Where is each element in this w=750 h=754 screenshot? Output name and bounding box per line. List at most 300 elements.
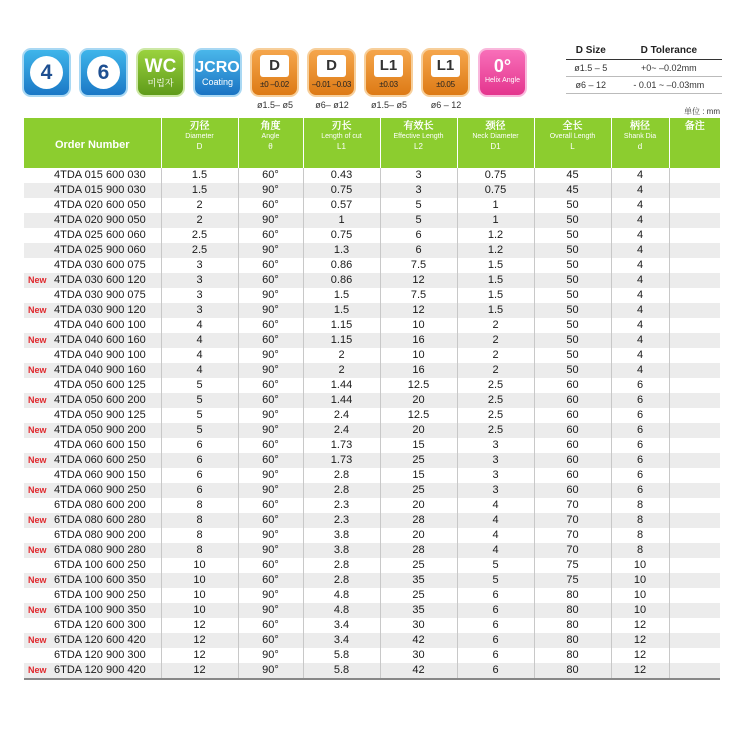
cell-angle: 90° [238,603,303,618]
cell-remarks [669,363,720,378]
table-row [24,183,720,198]
new-badge: New [28,515,47,525]
cell-remarks [669,558,720,573]
cell-overall-length: 50 [534,228,611,243]
cell-order-number [24,498,161,513]
cell-effective-length: 6 [380,243,457,258]
cell-overall-length: 75 [534,558,611,573]
cell-shank-dia: 4 [611,288,669,303]
header-cn: 角度 [260,121,281,132]
six-flute-badge [79,48,128,97]
cell-effective-length: 7.5 [380,288,457,303]
header-length-of-cut [303,118,380,168]
table-row [24,558,720,573]
cell-length-of-cut: 2.8 [303,573,380,588]
order-code: 4TDA 030 900 120 [54,304,146,316]
table-row [24,348,720,363]
cell-effective-length: 42 [380,633,457,648]
table-row [24,468,720,483]
cell-length-of-cut: 3.4 [303,633,380,648]
coating-badge [193,48,242,97]
cell-length-of-cut: 1.5 [303,303,380,318]
d-tolerance-table [566,42,722,94]
cell-length-of-cut: 1.73 [303,453,380,468]
new-badge: New [28,665,47,675]
cell-neck-diameter: 2 [457,363,534,378]
cell-overall-length: 60 [534,438,611,453]
cell-neck-diameter: 4 [457,528,534,543]
cell-angle: 90° [238,648,303,663]
cell-length-of-cut: 1.15 [303,318,380,333]
cell-neck-diameter: 2.5 [457,378,534,393]
cell-shank-dia: 12 [611,633,669,648]
cell-diameter: 4 [161,363,238,378]
cell-shank-dia: 10 [611,573,669,588]
new-badge: New [28,335,47,345]
cell-neck-diameter: 1.5 [457,258,534,273]
cell-order-number [24,618,161,633]
cell-order-number [24,363,161,378]
order-code: 4TDA 050 900 200 [54,424,146,436]
order-code: 6TDA 100 900 250 [54,589,146,601]
cell-diameter: 3 [161,258,238,273]
order-code: 4TDA 060 900 150 [54,469,146,481]
cell-diameter: 10 [161,603,238,618]
cell-shank-dia: 4 [611,213,669,228]
cell-effective-length: 20 [380,528,457,543]
tol-value: ±0.03 [379,80,398,89]
cell-shank-dia: 10 [611,603,669,618]
order-code: 6TDA 120 600 300 [54,619,146,631]
cell-effective-length: 12 [380,273,457,288]
cell-shank-dia: 4 [611,168,669,183]
cell-remarks [669,348,720,363]
header-cn: 刃长 [331,121,352,132]
cell-shank-dia: 12 [611,648,669,663]
cell-diameter: 6 [161,483,238,498]
cell-overall-length: 80 [534,633,611,648]
cell-overall-length: 50 [534,258,611,273]
cell-remarks [669,438,720,453]
cell-diameter: 8 [161,513,238,528]
cell-remarks [669,423,720,438]
cell-effective-length: 25 [380,588,457,603]
cell-angle: 60° [238,258,303,273]
table-row [24,573,720,588]
length-tolerance-badge-large [421,48,470,97]
header-cn: 颈径 [485,121,506,132]
tol-letter: D [260,55,289,77]
cell-length-of-cut: 1.73 [303,438,380,453]
new-badge: New [28,455,47,465]
tol-value: - 0.01 ~ –0.03mm [616,77,722,94]
cell-angle: 60° [238,333,303,348]
cell-remarks [669,648,720,663]
table-row [24,663,720,679]
cell-angle: 90° [238,303,303,318]
cell-shank-dia: 6 [611,423,669,438]
cell-order-number [24,318,161,333]
cell-shank-dia: 6 [611,408,669,423]
cell-overall-length: 50 [534,363,611,378]
cell-neck-diameter: 2 [457,318,534,333]
cell-order-number [24,438,161,453]
table-row [24,303,720,318]
new-badge: New [28,545,47,555]
cell-effective-length: 28 [380,513,457,528]
wc-sublabel: 미립자 [147,78,174,88]
diameter-tolerance-badge-small [250,48,299,97]
cell-length-of-cut: 3.8 [303,528,380,543]
cell-shank-dia: 4 [611,348,669,363]
cell-shank-dia: 6 [611,438,669,453]
cell-overall-length: 60 [534,423,611,438]
tol-value: ±0 –0.02 [260,80,289,89]
order-code: 6TDA 100 600 350 [54,574,146,586]
spec-table [24,118,720,680]
cell-remarks [669,588,720,603]
cell-angle: 60° [238,513,303,528]
cell-shank-dia: 10 [611,558,669,573]
order-code: 4TDA 015 600 030 [54,169,146,181]
tol-value: ±0.05 [436,80,455,89]
table-row [24,288,720,303]
cell-effective-length: 25 [380,453,457,468]
jcro-label: JCRO [195,59,240,76]
header-cn: 刃径 [189,121,210,132]
cell-overall-length: 50 [534,348,611,363]
header-overall-length [534,118,611,168]
header-row [24,118,720,168]
cell-remarks [669,168,720,183]
cell-overall-length: 70 [534,528,611,543]
cell-overall-length: 45 [534,183,611,198]
cell-effective-length: 10 [380,318,457,333]
cell-shank-dia: 12 [611,663,669,679]
header-en: Shank Dia [623,133,657,140]
cell-overall-length: 45 [534,168,611,183]
cell-overall-length: 50 [534,333,611,348]
cell-angle: 90° [238,528,303,543]
cell-shank-dia: 4 [611,198,669,213]
cell-neck-diameter: 1.2 [457,228,534,243]
cell-overall-length: 60 [534,483,611,498]
cell-length-of-cut: 3.8 [303,543,380,558]
cell-order-number [24,258,161,273]
cell-effective-length: 10 [380,348,457,363]
header-diameter [161,118,238,168]
table-row [24,393,720,408]
cell-effective-length: 30 [380,648,457,663]
cell-shank-dia: 4 [611,258,669,273]
cell-shank-dia: 4 [611,333,669,348]
table-row [24,318,720,333]
cell-shank-dia: 8 [611,513,669,528]
cell-remarks [669,543,720,558]
cell-neck-diameter: 1 [457,213,534,228]
table-row [24,258,720,273]
order-code: 6TDA 080 600 200 [54,499,146,511]
cell-remarks [669,333,720,348]
table-row [24,498,720,513]
cell-diameter: 10 [161,573,238,588]
cell-overall-length: 50 [534,288,611,303]
cell-shank-dia: 6 [611,468,669,483]
tol-row [566,77,722,94]
table-row [24,213,720,228]
cell-angle: 90° [238,588,303,603]
cell-overall-length: 50 [534,273,611,288]
order-code: 4TDA 050 600 200 [54,394,146,406]
cell-shank-dia: 4 [611,228,669,243]
cell-neck-diameter: 2.5 [457,393,534,408]
cell-effective-length: 25 [380,483,457,498]
tol-range-caption: ø1.5– ø5 [370,100,408,110]
header-en: Angle [261,133,280,140]
cell-angle: 60° [238,318,303,333]
tol-range-caption: ø6– ø12 [315,100,349,110]
cell-diameter: 1.5 [161,168,238,183]
order-code: 6TDA 120 900 420 [54,664,146,676]
table-row [24,408,720,423]
cell-angle: 60° [238,498,303,513]
cell-remarks [669,183,720,198]
cell-angle: 60° [238,558,303,573]
cell-remarks [669,528,720,543]
cell-length-of-cut: 1.3 [303,243,380,258]
cell-neck-diameter: 6 [457,588,534,603]
cell-remarks [669,303,720,318]
order-code: 4TDA 040 900 100 [54,349,146,361]
cell-order-number [24,663,161,679]
cell-diameter: 4 [161,348,238,363]
cell-shank-dia: 8 [611,543,669,558]
tol-size: ø6 – 12 [566,77,616,94]
cell-overall-length: 70 [534,543,611,558]
cell-remarks [669,498,720,513]
cell-remarks [669,213,720,228]
cell-order-number [24,468,161,483]
cell-neck-diameter: 1 [457,198,534,213]
wc-label: WC [144,56,177,77]
order-code: 4TDA 050 900 125 [54,409,146,421]
cell-neck-diameter: 4 [457,498,534,513]
cell-length-of-cut: 2.8 [303,558,380,573]
order-code: 4TDA 060 600 150 [54,439,146,451]
header-sym: L2 [414,142,423,151]
cell-length-of-cut: 4.8 [303,603,380,618]
cell-diameter: 2.5 [161,228,238,243]
cell-diameter: 12 [161,663,238,679]
cell-remarks [669,408,720,423]
cell-length-of-cut: 2.3 [303,498,380,513]
cell-diameter: 12 [161,633,238,648]
cell-angle: 90° [238,288,303,303]
cell-neck-diameter: 0.75 [457,183,534,198]
cell-neck-diameter: 6 [457,663,534,679]
table-row [24,423,720,438]
table-row [24,453,720,468]
cell-effective-length: 7.5 [380,258,457,273]
diameter-tolerance-badge-large [307,48,356,97]
cell-remarks [669,573,720,588]
new-badge: New [28,395,47,405]
cell-shank-dia: 4 [611,303,669,318]
unit-label: 单位 : mm [684,107,720,116]
cell-effective-length: 12.5 [380,408,457,423]
cell-effective-length: 35 [380,603,457,618]
cell-diameter: 4 [161,333,238,348]
cell-order-number [24,168,161,183]
cell-angle: 90° [238,213,303,228]
cell-diameter: 4 [161,318,238,333]
cell-order-number [24,603,161,618]
header-cn: 柄径 [630,121,650,132]
cell-angle: 90° [238,468,303,483]
cell-length-of-cut: 1.5 [303,288,380,303]
cell-overall-length: 75 [534,573,611,588]
cell-remarks [669,633,720,648]
new-badge: New [28,485,47,495]
order-code: 4TDA 060 900 250 [54,484,146,496]
cell-angle: 90° [238,363,303,378]
cell-angle: 60° [238,438,303,453]
cell-overall-length: 70 [534,498,611,513]
order-code: 4TDA 040 900 160 [54,364,146,376]
helix-label: Helix Angle [484,77,521,84]
cell-length-of-cut: 2.4 [303,423,380,438]
cell-angle: 60° [238,273,303,288]
cell-overall-length: 80 [534,618,611,633]
cell-overall-length: 60 [534,408,611,423]
cell-remarks [669,378,720,393]
table-row [24,378,720,393]
cell-angle: 60° [238,393,303,408]
header-sym: D [196,142,203,151]
table-row [24,543,720,558]
cell-diameter: 3 [161,303,238,318]
header-cn: 备注 [684,121,705,132]
cell-effective-length: 6 [380,228,457,243]
tol-letter: D [317,55,346,77]
tol-head-tolerance: D Tolerance [616,42,722,60]
cell-effective-length: 20 [380,498,457,513]
feature-badges [22,42,552,112]
cell-angle: 90° [238,348,303,363]
cell-order-number [24,273,161,288]
cell-remarks [669,393,720,408]
cell-order-number [24,378,161,393]
header-sym: θ [268,142,273,151]
cell-overall-length: 60 [534,453,611,468]
cell-neck-diameter: 2.5 [457,423,534,438]
header-en: Neck Diameter [472,133,519,140]
cell-effective-length: 42 [380,663,457,679]
cell-remarks [669,198,720,213]
cell-neck-diameter: 3 [457,438,534,453]
cell-effective-length: 12.5 [380,378,457,393]
cell-diameter: 3 [161,288,238,303]
cell-length-of-cut: 0.43 [303,168,380,183]
cell-angle: 90° [238,663,303,679]
cell-angle: 60° [238,453,303,468]
order-code: 4TDA 020 900 050 [54,214,146,226]
header-sym: L [570,142,575,151]
cell-length-of-cut: 5.8 [303,663,380,679]
cell-diameter: 5 [161,378,238,393]
cell-neck-diameter: 1.5 [457,303,534,318]
cell-angle: 90° [238,408,303,423]
cell-overall-length: 80 [534,648,611,663]
cell-remarks [669,258,720,273]
cell-neck-diameter: 1.2 [457,243,534,258]
table-row [24,588,720,603]
helix-angle-badge [478,48,527,97]
tol-size: ø1.5 – 5 [566,60,616,77]
cell-overall-length: 60 [534,468,611,483]
cell-order-number [24,228,161,243]
flute-count-4: 4 [30,56,63,89]
table-row [24,168,720,183]
cell-angle: 90° [238,183,303,198]
cell-angle: 90° [238,423,303,438]
cell-order-number [24,543,161,558]
cell-order-number [24,573,161,588]
cell-neck-diameter: 5 [457,573,534,588]
header-shank-dia [611,118,669,168]
cell-angle: 60° [238,198,303,213]
cell-effective-length: 12 [380,303,457,318]
cell-overall-length: 50 [534,303,611,318]
header-neck-diameter [457,118,534,168]
tol-range-caption: ø1.5– ø5 [256,100,294,110]
length-tolerance-badge-small [364,48,413,97]
order-code: 6TDA 100 900 350 [54,604,146,616]
cell-order-number [24,633,161,648]
cell-neck-diameter: 3 [457,453,534,468]
table-row [24,198,720,213]
new-badge: New [28,575,47,585]
cell-shank-dia: 8 [611,528,669,543]
cell-neck-diameter: 1.5 [457,288,534,303]
table-row [24,633,720,648]
table-row [24,603,720,618]
cell-length-of-cut: 0.57 [303,198,380,213]
header-sym: D1 [490,142,501,151]
cell-order-number [24,288,161,303]
cell-length-of-cut: 1.44 [303,393,380,408]
header-sym: d [637,142,643,151]
tol-letter: L1 [431,55,460,77]
table-row [24,513,720,528]
cell-length-of-cut: 0.86 [303,273,380,288]
tol-value: –0.01 –0.03 [312,80,351,89]
order-code: 4TDA 050 600 125 [54,379,146,391]
cell-shank-dia: 4 [611,183,669,198]
cell-shank-dia: 6 [611,378,669,393]
cell-remarks [669,288,720,303]
cell-effective-length: 25 [380,558,457,573]
cell-shank-dia: 4 [611,273,669,288]
cell-order-number [24,198,161,213]
cell-neck-diameter: 3 [457,468,534,483]
cell-remarks [669,513,720,528]
cell-angle: 60° [238,633,303,648]
table-row [24,618,720,633]
cell-diameter: 2 [161,213,238,228]
order-code: 4TDA 040 600 100 [54,319,146,331]
cell-neck-diameter: 6 [457,648,534,663]
